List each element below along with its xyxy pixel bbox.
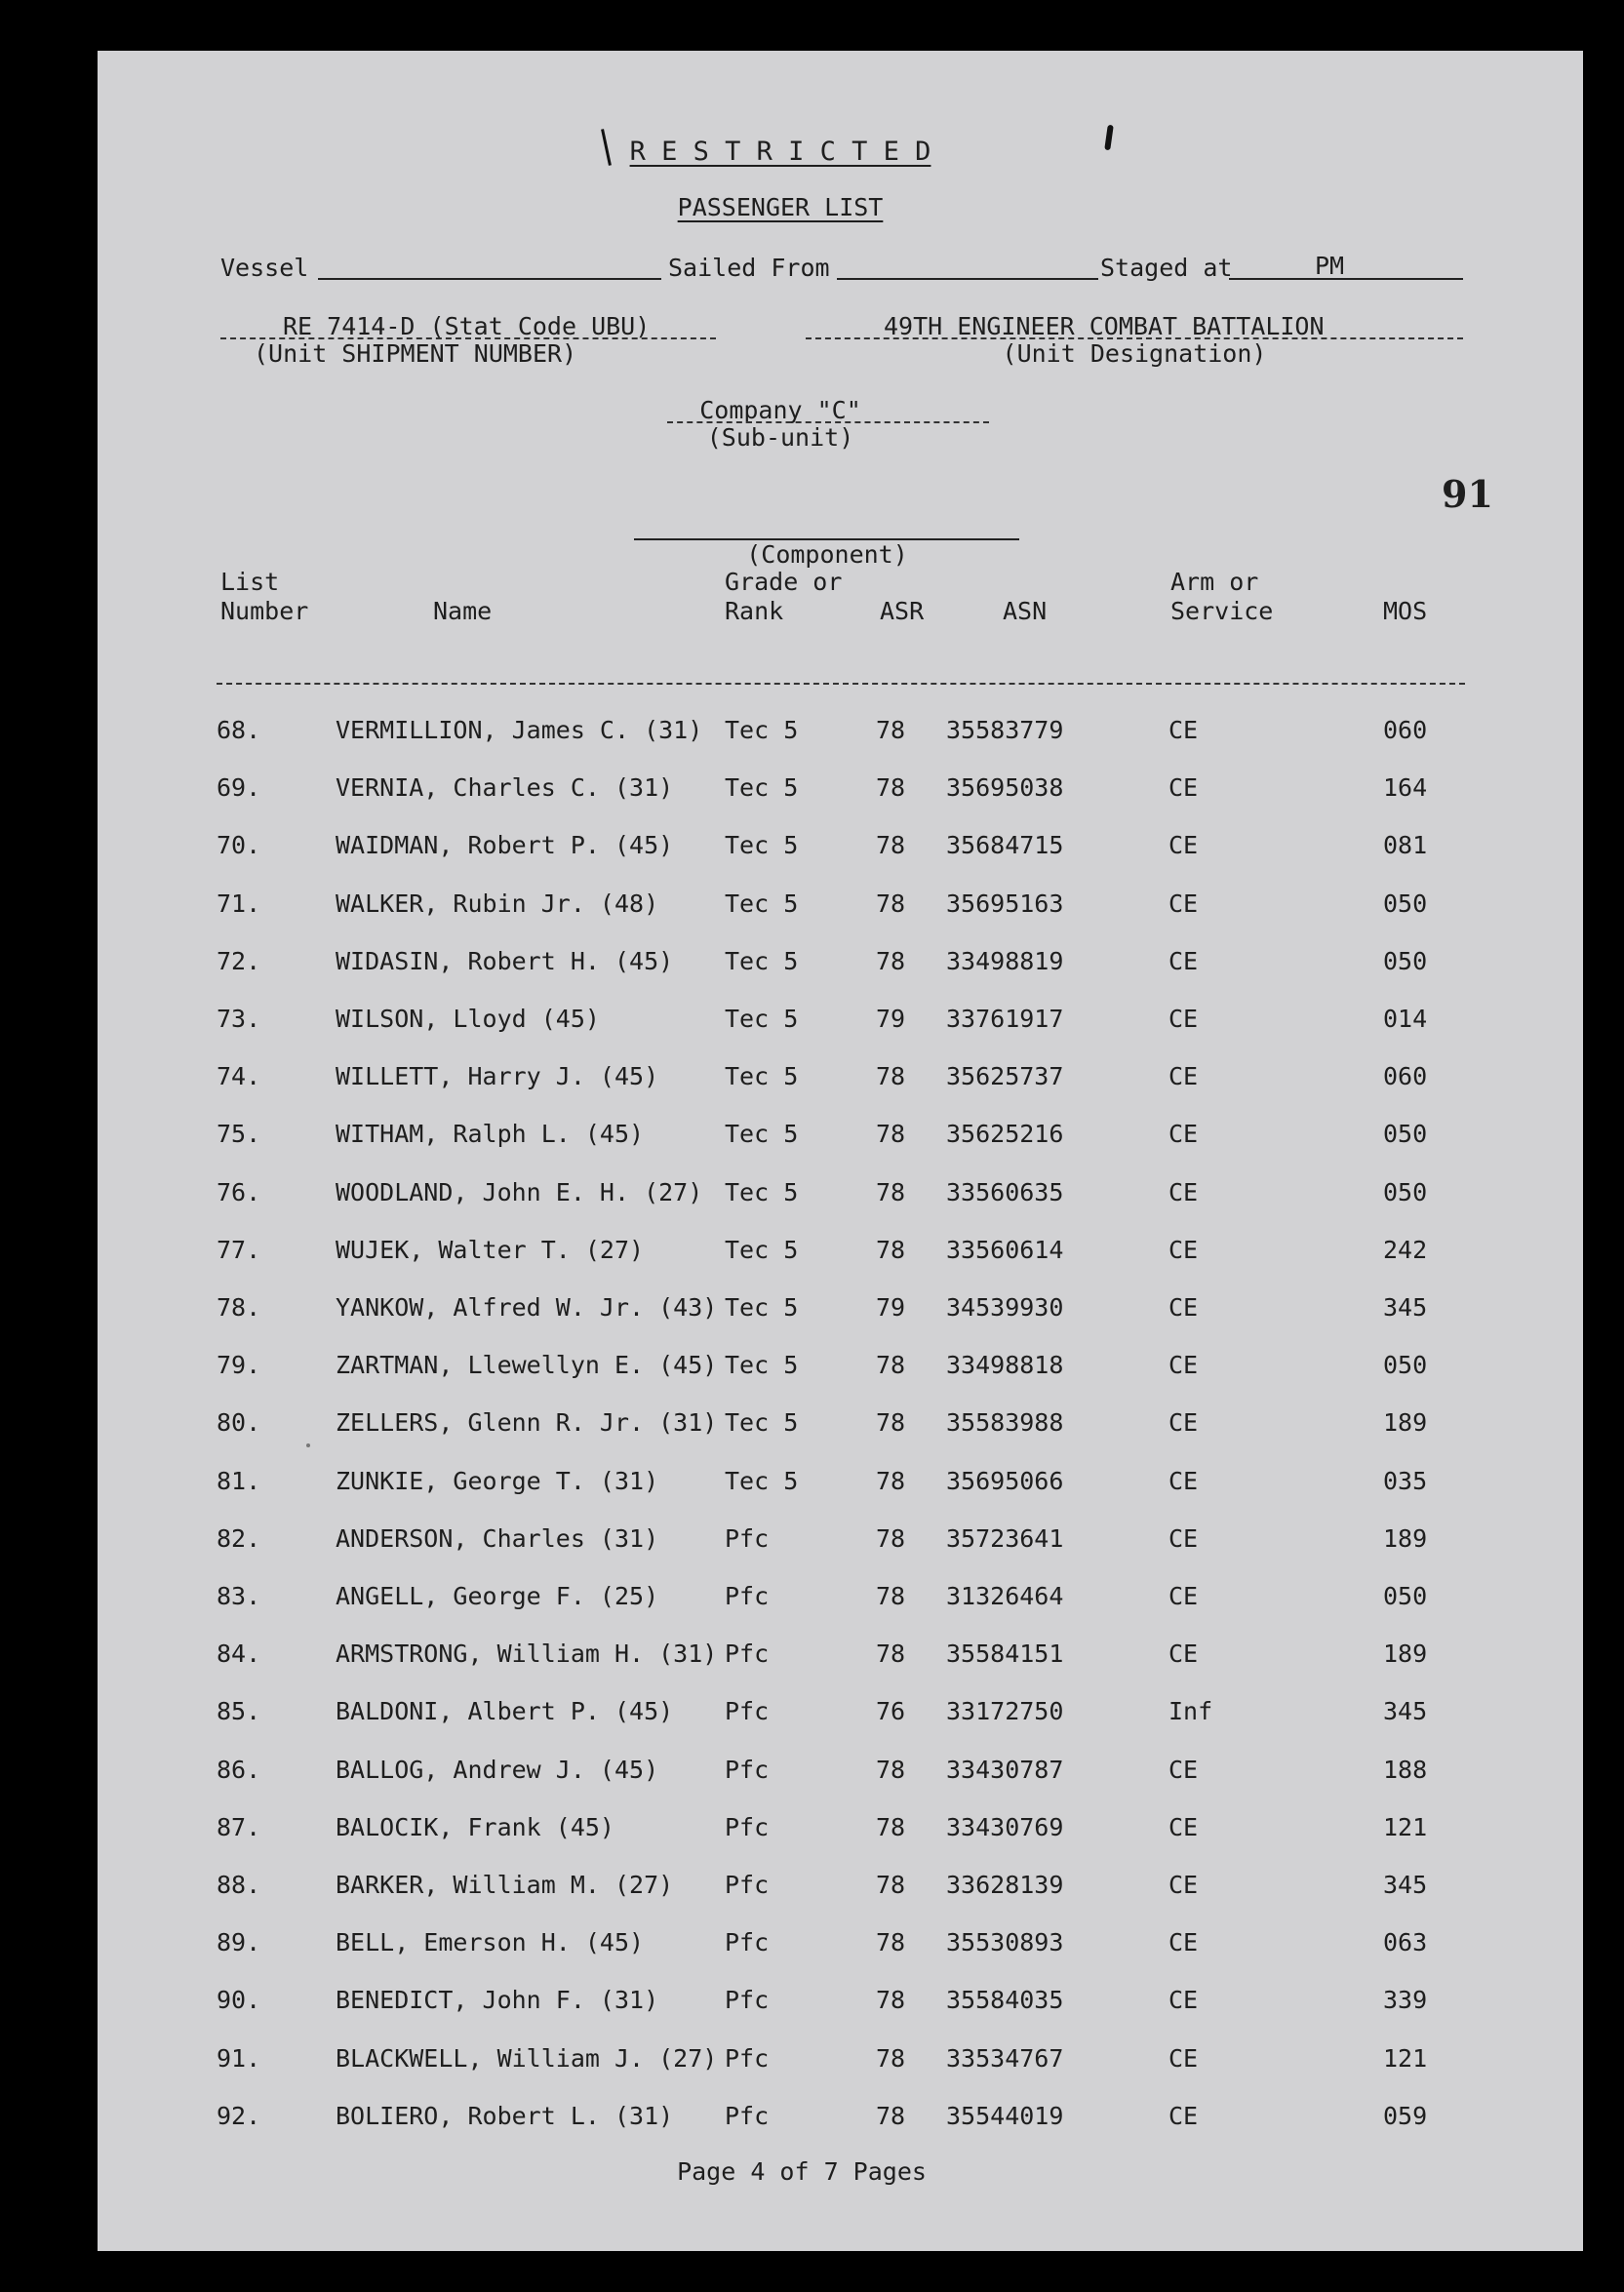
row-list-number: 75.: [217, 1120, 261, 1148]
row-asn: 33498818: [946, 1351, 1064, 1379]
row-asr: 78: [876, 1236, 906, 1264]
row-asn: 35695163: [946, 889, 1064, 918]
row-arm-service: CE: [1168, 2102, 1199, 2130]
row-arm-service: CE: [1168, 1813, 1199, 1841]
row-arm-service: Inf: [1168, 1697, 1213, 1725]
row-arm-service: CE: [1168, 716, 1199, 744]
row-name: BLACKWELL, William J. (27): [336, 2044, 718, 2073]
row-arm-service: CE: [1168, 1062, 1199, 1090]
col-arm-line1: Arm or: [1170, 568, 1259, 596]
sailed-from-label: Sailed From: [668, 254, 830, 282]
row-asr: 78: [876, 1178, 906, 1206]
row-list-number: 92.: [217, 2102, 261, 2130]
row-grade: Tec 5: [725, 1351, 799, 1379]
col-arm-line2: Service: [1170, 597, 1274, 625]
row-asr: 78: [876, 1756, 906, 1784]
component-caption: (Component): [746, 540, 908, 569]
row-asn: 35695066: [946, 1467, 1064, 1495]
row-grade: Tec 5: [725, 1120, 799, 1148]
row-mos: 345: [1383, 1871, 1428, 1899]
vessel-label: Vessel: [220, 254, 309, 282]
row-asr: 78: [876, 1062, 906, 1090]
row-asn: 33498819: [946, 947, 1064, 975]
row-arm-service: CE: [1168, 1236, 1199, 1264]
row-asn: 35695038: [946, 773, 1064, 802]
row-asr: 78: [876, 1871, 906, 1899]
table-row: [98, 1178, 1583, 1217]
table-row: [98, 1756, 1583, 1795]
row-asr: 78: [876, 889, 906, 918]
row-grade: Tec 5: [725, 1005, 799, 1033]
row-arm-service: CE: [1168, 1351, 1199, 1379]
row-asn: 33761917: [946, 1005, 1064, 1033]
row-asr: 76: [876, 1697, 906, 1725]
row-grade: Tec 5: [725, 773, 799, 802]
row-name: VERMILLION, James C. (31): [336, 716, 703, 744]
row-asn: 33628139: [946, 1871, 1064, 1899]
row-mos: 345: [1383, 1697, 1428, 1725]
table-row: [98, 1467, 1583, 1506]
row-list-number: 87.: [217, 1813, 261, 1841]
row-asn: 33560614: [946, 1236, 1064, 1264]
row-name: WUJEK, Walter T. (27): [336, 1236, 645, 1264]
row-asr: 78: [876, 947, 906, 975]
row-grade: Tec 5: [725, 1293, 799, 1322]
row-arm-service: CE: [1168, 831, 1199, 859]
row-asn: 33534767: [946, 2044, 1064, 2073]
table-row: [98, 1293, 1583, 1332]
row-name: ZELLERS, Glenn R. Jr. (31): [336, 1408, 718, 1437]
row-list-number: 70.: [217, 831, 261, 859]
row-grade: Tec 5: [725, 1408, 799, 1437]
row-arm-service: CE: [1168, 1640, 1199, 1668]
staged-at-value: PM: [1315, 252, 1345, 280]
col-list-number: [220, 568, 308, 626]
row-list-number: 73.: [217, 1005, 261, 1033]
row-list-number: 82.: [217, 1524, 261, 1553]
row-arm-service: CE: [1168, 1178, 1199, 1206]
row-grade: Pfc: [725, 1928, 770, 1956]
row-arm-service: CE: [1168, 1928, 1199, 1956]
row-list-number: 84.: [217, 1640, 261, 1668]
table-row: [98, 889, 1583, 929]
shipment-caption: (Unit SHIPMENT NUMBER): [254, 339, 577, 368]
row-list-number: 74.: [217, 1062, 261, 1090]
row-asr: 78: [876, 2044, 906, 2073]
table-row: [98, 1813, 1583, 1852]
row-grade: Tec 5: [725, 889, 799, 918]
row-mos: 242: [1383, 1236, 1428, 1264]
row-name: VERNIA, Charles C. (31): [336, 773, 674, 802]
row-name: WIDASIN, Robert H. (45): [336, 947, 674, 975]
row-grade: Tec 5: [725, 831, 799, 859]
classification-heading: R E S T R I C T E D: [629, 137, 931, 167]
row-grade: Pfc: [725, 2044, 770, 2073]
document-page: [98, 51, 1583, 2251]
row-list-number: 88.: [217, 1871, 261, 1899]
row-grade: Tec 5: [725, 716, 799, 744]
table-row: [98, 773, 1583, 812]
col-list-number-line1: List: [220, 568, 280, 596]
row-list-number: 80.: [217, 1408, 261, 1437]
table-row: [98, 716, 1583, 755]
row-mos: 188: [1383, 1756, 1428, 1784]
row-name: YANKOW, Alfred W. Jr. (43): [336, 1293, 718, 1322]
sailed-from-field: [837, 278, 1098, 280]
col-grade-line2: Rank: [725, 597, 784, 625]
table-row: [98, 2044, 1583, 2083]
row-list-number: 79.: [217, 1351, 261, 1379]
row-mos: 050: [1383, 947, 1428, 975]
row-grade: Pfc: [725, 1697, 770, 1725]
table-row: [98, 1524, 1583, 1563]
table-row: [98, 1871, 1583, 1910]
row-mos: 035: [1383, 1467, 1428, 1495]
row-arm-service: CE: [1168, 889, 1199, 918]
row-arm-service: CE: [1168, 1005, 1199, 1033]
col-asn: ASN: [1003, 597, 1048, 625]
staged-at-field: [1229, 278, 1463, 280]
row-name: BOLIERO, Robert L. (31): [336, 2102, 674, 2130]
sub-unit-caption: (Sub-unit): [706, 423, 854, 452]
row-grade: Pfc: [725, 1756, 770, 1784]
row-name: BALOCIK, Frank (45): [336, 1813, 614, 1841]
unit-designation-caption: (Unit Designation): [1002, 339, 1267, 368]
row-grade: Tec 5: [725, 1178, 799, 1206]
row-asn: 35584151: [946, 1640, 1064, 1668]
table-row: [98, 2102, 1583, 2141]
col-name: Name: [433, 597, 493, 625]
row-asr: 78: [876, 1986, 906, 2014]
sub-unit: Company "C": [699, 396, 861, 424]
row-asn: 35625737: [946, 1062, 1064, 1090]
table-row: [98, 947, 1583, 986]
row-list-number: 69.: [217, 773, 261, 802]
row-asr: 78: [876, 1813, 906, 1841]
row-asn: 35530893: [946, 1928, 1064, 1956]
row-arm-service: CE: [1168, 1293, 1199, 1322]
row-name: BELL, Emerson H. (45): [336, 1928, 645, 1956]
row-mos: 060: [1383, 716, 1428, 744]
row-arm-service: CE: [1168, 1467, 1199, 1495]
row-name: WALKER, Rubin Jr. (48): [336, 889, 659, 918]
row-arm-service: CE: [1168, 1524, 1199, 1553]
col-arm-service: [1170, 568, 1273, 626]
row-arm-service: CE: [1168, 773, 1199, 802]
staged-at-label: Staged at: [1100, 254, 1233, 282]
row-name: ZUNKIE, George T. (31): [336, 1467, 659, 1495]
row-list-number: 90.: [217, 1986, 261, 2014]
row-mos: 063: [1383, 1928, 1428, 1956]
table-row: [98, 1986, 1583, 2025]
row-list-number: 86.: [217, 1756, 261, 1784]
row-asr: 78: [876, 1582, 906, 1610]
row-asr: 78: [876, 716, 906, 744]
row-list-number: 77.: [217, 1236, 261, 1264]
row-mos: 345: [1383, 1293, 1428, 1322]
row-list-number: 72.: [217, 947, 261, 975]
row-list-number: 83.: [217, 1582, 261, 1610]
row-asn: 31326464: [946, 1582, 1064, 1610]
row-asn: 33430787: [946, 1756, 1064, 1784]
row-mos: 059: [1383, 2102, 1428, 2130]
row-mos: 121: [1383, 2044, 1428, 2073]
row-list-number: 91.: [217, 2044, 261, 2073]
row-asn: 34539930: [946, 1293, 1064, 1322]
row-asr: 78: [876, 1351, 906, 1379]
table-row: [98, 1236, 1583, 1275]
row-asn: 35625216: [946, 1120, 1064, 1148]
row-asn: 35583779: [946, 716, 1064, 744]
ink-mark-left: [601, 129, 612, 166]
row-grade: Pfc: [725, 1986, 770, 2014]
page-footer: Page 4 of 7 Pages: [677, 2157, 927, 2186]
row-mos: 189: [1383, 1640, 1428, 1668]
row-asn: 33430769: [946, 1813, 1064, 1841]
col-mos: MOS: [1383, 597, 1428, 625]
row-name: BARKER, William M. (27): [336, 1871, 674, 1899]
row-list-number: 89.: [217, 1928, 261, 1956]
row-asr: 78: [876, 831, 906, 859]
row-list-number: 68.: [217, 716, 261, 744]
row-mos: 081: [1383, 831, 1428, 859]
row-mos: 189: [1383, 1408, 1428, 1437]
row-asr: 79: [876, 1293, 906, 1322]
row-arm-service: CE: [1168, 2044, 1199, 2073]
col-grade: [725, 568, 842, 626]
row-asr: 78: [876, 1467, 906, 1495]
col-asr: ASR: [880, 597, 925, 625]
row-asn: 35583988: [946, 1408, 1064, 1437]
row-name: WOODLAND, John E. H. (27): [336, 1178, 703, 1206]
table-row: [98, 831, 1583, 870]
row-name: WILLETT, Harry J. (45): [336, 1062, 659, 1090]
row-asr: 78: [876, 1120, 906, 1148]
row-list-number: 81.: [217, 1467, 261, 1495]
row-name: BALLOG, Andrew J. (45): [336, 1756, 659, 1784]
row-asn: 35723641: [946, 1524, 1064, 1553]
row-list-number: 71.: [217, 889, 261, 918]
row-list-number: 76.: [217, 1178, 261, 1206]
row-asr: 78: [876, 2102, 906, 2130]
page-number-stamp: 91: [1442, 472, 1493, 516]
row-mos: 050: [1383, 1120, 1428, 1148]
row-asn: 35684715: [946, 831, 1064, 859]
row-grade: Pfc: [725, 1813, 770, 1841]
row-mos: 014: [1383, 1005, 1428, 1033]
table-row: [98, 1005, 1583, 1044]
row-asn: 33560635: [946, 1178, 1064, 1206]
row-mos: 050: [1383, 1582, 1428, 1610]
row-name: ANGELL, George F. (25): [336, 1582, 659, 1610]
row-name: ARMSTRONG, William H. (31): [336, 1640, 718, 1668]
form-title: PASSENGER LIST: [677, 193, 884, 221]
table-row: [98, 1582, 1583, 1621]
row-mos: 164: [1383, 773, 1428, 802]
row-arm-service: CE: [1168, 947, 1199, 975]
row-arm-service: CE: [1168, 1582, 1199, 1610]
table-row: [98, 1120, 1583, 1159]
row-asr: 79: [876, 1005, 906, 1033]
row-name: WAIDMAN, Robert P. (45): [336, 831, 674, 859]
row-name: ANDERSON, Charles (31): [336, 1524, 659, 1553]
row-mos: 189: [1383, 1524, 1428, 1553]
ink-mark-right: [1104, 125, 1114, 151]
row-arm-service: CE: [1168, 1986, 1199, 2014]
row-list-number: 85.: [217, 1697, 261, 1725]
row-grade: Pfc: [725, 1582, 770, 1610]
col-grade-line1: Grade or: [725, 568, 843, 596]
row-grade: Tec 5: [725, 947, 799, 975]
row-name: BALDONI, Albert P. (45): [336, 1697, 674, 1725]
row-name: ZARTMAN, Llewellyn E. (45): [336, 1351, 718, 1379]
vessel-field: [318, 278, 661, 280]
table-row: [98, 1697, 1583, 1736]
shipment-number: RE 7414-D (Stat Code UBU): [283, 312, 651, 340]
row-mos: 121: [1383, 1813, 1428, 1841]
row-asr: 78: [876, 773, 906, 802]
row-grade: Pfc: [725, 1524, 770, 1553]
row-asr: 78: [876, 1408, 906, 1437]
row-asn: 33172750: [946, 1697, 1064, 1725]
row-grade: Pfc: [725, 1640, 770, 1668]
table-row: [98, 1640, 1583, 1679]
row-arm-service: CE: [1168, 1756, 1199, 1784]
row-arm-service: CE: [1168, 1408, 1199, 1437]
row-grade: Tec 5: [725, 1467, 799, 1495]
row-mos: 339: [1383, 1986, 1428, 2014]
unit-designation: 49TH ENGINEER COMBAT BATTALION: [884, 312, 1325, 340]
row-mos: 050: [1383, 1178, 1428, 1206]
row-name: WILSON, Lloyd (45): [336, 1005, 600, 1033]
row-mos: 050: [1383, 1351, 1428, 1379]
row-asr: 78: [876, 1524, 906, 1553]
row-arm-service: CE: [1168, 1120, 1199, 1148]
row-mos: 060: [1383, 1062, 1428, 1090]
col-list-number-line2: Number: [220, 597, 309, 625]
row-grade: Pfc: [725, 2102, 770, 2130]
table-row: [98, 1351, 1583, 1390]
row-asn: 35544019: [946, 2102, 1064, 2130]
row-arm-service: CE: [1168, 1871, 1199, 1899]
table-row: [98, 1928, 1583, 1967]
row-name: WITHAM, Ralph L. (45): [336, 1120, 645, 1148]
table-row: [98, 1062, 1583, 1101]
row-asr: 78: [876, 1640, 906, 1668]
row-grade: Pfc: [725, 1871, 770, 1899]
table-row: [98, 1408, 1583, 1447]
row-list-number: 78.: [217, 1293, 261, 1322]
row-grade: Tec 5: [725, 1236, 799, 1264]
header-separator: [217, 683, 1465, 685]
row-grade: Tec 5: [725, 1062, 799, 1090]
row-asr: 78: [876, 1928, 906, 1956]
row-asn: 35584035: [946, 1986, 1064, 2014]
row-name: BENEDICT, John F. (31): [336, 1986, 659, 2014]
row-mos: 050: [1383, 889, 1428, 918]
